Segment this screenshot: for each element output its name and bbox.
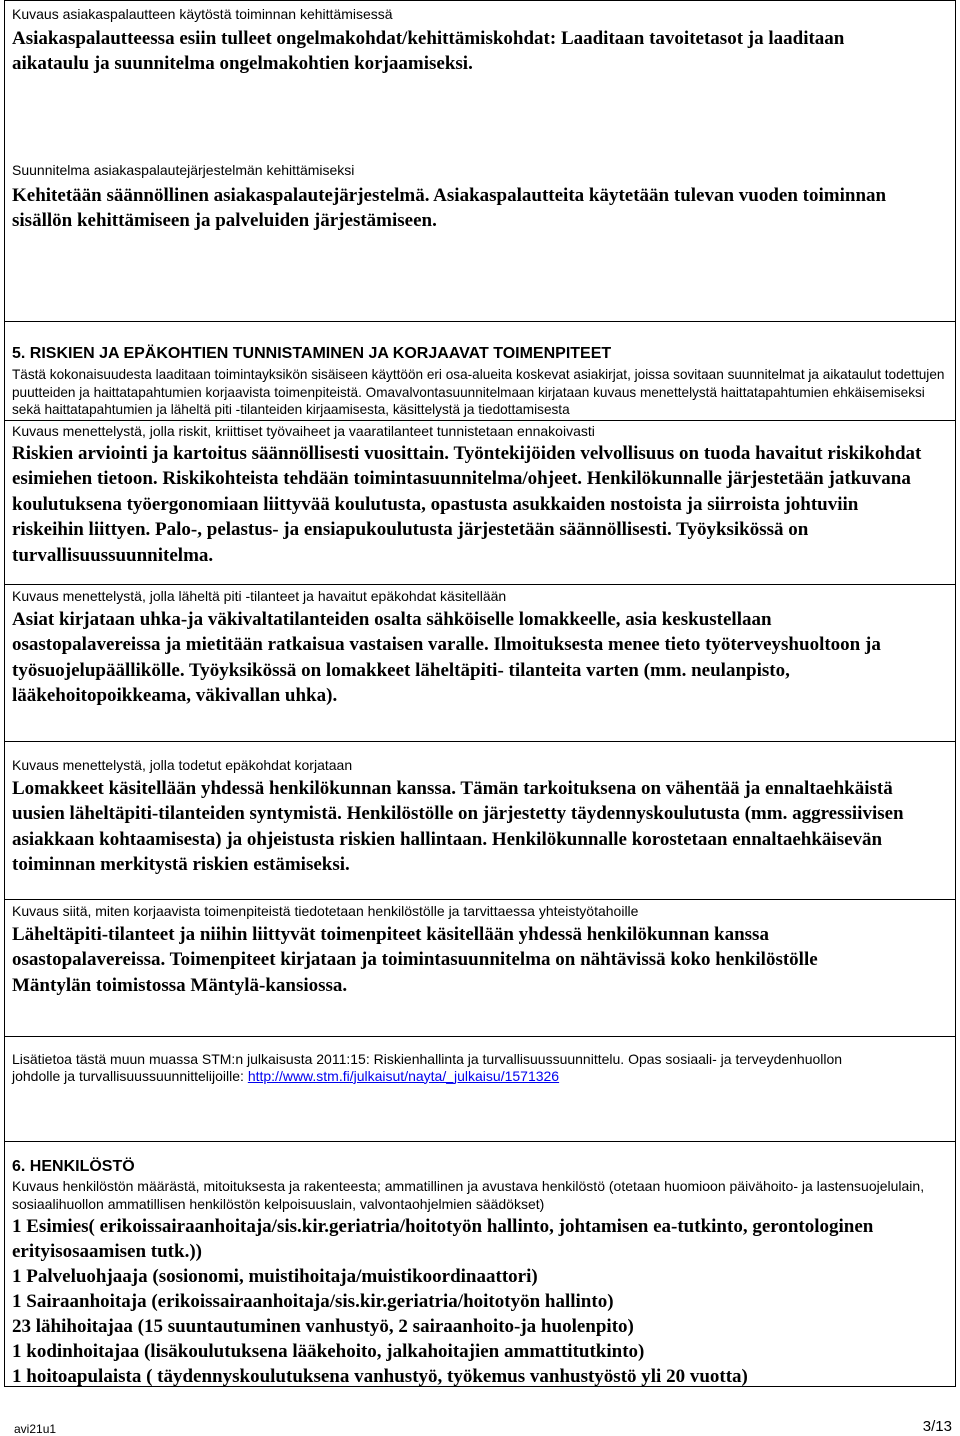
corrected-text: Lomakkeet käsitellään yhdessä henkilökunnan kanssa. Tämän tarkoituksena on vähentää ja ennaltaehkäistä uusien läheltäpiti-tilanteiden syntymistä. Henkilöstölle on järjestetty täydennyskoulutusta (mm. aggressiivisen asiakkaan kohtaamisesta) ja ohjeistusta riskien hallintaan. Henkilökunnalle korostetaan ennaltaehkäisevän toiminnan merkitystä riskien estämiseksi. bbox=[12, 777, 904, 875]
feedback-box bbox=[4, 0, 956, 322]
inform-block bbox=[5, 899, 955, 1036]
risks-text: Riskien arviointi ja kartoitus säännöllisesti vuosittain. Työntekijöiden velvollisuus on tuoda havaitut riskikohdat esimiehen tietoon. Riskikohteista tehdään toimintasuunnitelma/ohjeet. Henkilökunnalle järjestetään jatkuvana koulutuksena työergonomiaan liittyvää koulutusta, opastusta asukkaiden nostoista ja siirroista johtuviin riskeihin liittyen. Palo-, pelastus- ja ensiapukoulutusta järjestetään säännöllisesti. Työyksikössä on turvallisuussuunnitelma. bbox=[12, 442, 922, 566]
staff-line: 23 lähihoitajaa (15 suuntautuminen vanhustyö, 2 sairaanhoito-ja huolenpito) bbox=[12, 1316, 634, 1337]
risks-block bbox=[5, 420, 955, 584]
staff-lines bbox=[5, 1213, 898, 1389]
info-text bbox=[5, 1037, 898, 1085]
inform-text: Läheltäpiti-tilanteet ja niihin liittyvät toimenpiteet käsitellään yhdessä henkilökunnan kanssa osastopalavereissa. Toimenpiteet kirjataan ja toimintasuunnitelma on nähtävissä koko henkilöstölle Mäntylän toimistossa Mäntylä-kansiossa. bbox=[12, 923, 818, 996]
plan-label: Suunnitelma asiakaspalautejärjestelmän kehittämiseksi bbox=[12, 162, 355, 178]
corrected-block bbox=[5, 741, 955, 899]
staff-line: 1 Esimies( erikoissairaanhoitaja/sis.kir.geriatria/hoitotyön hallinto, johtamisen ea-tutkinto, gerontologinen erityisosaamisen tutk.)) bbox=[12, 1216, 874, 1262]
section6-heading: 6. HENKILÖSTÖ bbox=[12, 1158, 135, 1175]
info-text-body: Lisätietoa tästä muun muassa STM:n julkaisusta 2011:15: Riskienhallinta ja turvallisuussuunnittelu. Opas sosiaali- ja terveydenhuollon johdolle ja turvallisuussuunnittelijoille: bbox=[12, 1050, 843, 1084]
staff-line: 1 Palveluohjaaja (sosionomi, muistihoitaja/muistikoordinaattori) bbox=[12, 1266, 538, 1287]
staff-line: 1 Sairaanhoitaja (erikoissairaanhoitaja/sis.kir.geriatria/hoitotyön hallinto) bbox=[12, 1291, 614, 1312]
nearmiss-label: Kuvaus menettelystä, jolla läheltä piti -tilanteet ja havaitut epäkohdat käsitellään bbox=[12, 587, 507, 604]
section6-box bbox=[4, 1142, 956, 1387]
nearmiss-block bbox=[5, 584, 955, 741]
section5-box bbox=[4, 322, 956, 1142]
staff-line: 1 hoitoapulaista ( täydennyskoulutuksena vanhustyö, työkemus vanhustyöstö yli 20 vuotta) bbox=[12, 1366, 748, 1387]
corrected-label: Kuvaus menettelystä, jolla todetut epäkohdat korjataan bbox=[12, 756, 353, 773]
staff-line: 1 kodinhoitajaa (lisäkoulutuksena lääkehoito, jalkahoitajien ammattitutkinto) bbox=[12, 1341, 645, 1362]
section5-intro: Tästä kokonaisuudesta laaditaan toimintayksikön sisäiseen käyttöön eri osa-alueita koskevat asiakirjat, joissa sovitaan suunnitelmat ja aikataulut todettujen puutteiden ja haittatapahtumien korjaavista toimenpiteistä. Omavalvontasuunnitelmaan kirjataan kuvaus menettelystä haittatapahtumien ehkäisemiseksi sekä haittatapahtumien ja läheltä piti -tilanteiden kirjaamisesta, käsittelystä ja tiedottamisesta bbox=[12, 367, 945, 417]
info-block bbox=[5, 1036, 955, 1085]
page-number: 3/13 bbox=[922, 1418, 952, 1435]
staff-label: Kuvaus henkilöstön määrästä, mitoituksesta ja rakenteesta; ammatillinen ja avustava henkilöstö (otetaan huomioon päivähoito- ja lastensuojelulain, sosiaalihuollon ammatillisen henkilöstön kelpoisuuslain, valvontaohjelmien säädökset) bbox=[12, 1178, 925, 1212]
inform-label: Kuvaus siitä, miten korjaavista toimenpiteistä tiedotetaan henkilöstölle ja tarvittaessa yhteistyötahoille bbox=[12, 902, 639, 919]
usage-text: Asiakaspalautteessa esiin tulleet ongelmakohdat/kehittämiskohdat: Laaditaan tavoitetasot ja laaditaan aikataulu ja suunnitelma ongelmakohtien korjaamiseksi. bbox=[12, 28, 845, 74]
plan-text: Kehitetään säännöllinen asiakaspalautejärjestelmä. Asiakaspalautteita käytetään tulevan vuoden toiminnan sisällön kehittämiseen ja palveluiden järjestämiseen. bbox=[12, 185, 887, 231]
document-id: avi21u1 bbox=[14, 1422, 57, 1436]
nearmiss-text: Asiat kirjataan uhka-ja väkivaltatilanteiden osalta sähköiselle lomakkeelle, asia keskustellaan osastopalavereissa ja mietitään ratkaisua vastaisen varalle. Ilmoituksesta menee tieto työterveyshuoltoon ja työsuojelupäällikölle. Työyksikössä on lomakkeet läheltäpiti- tilanteita varten (mm. neulanpisto, lääkehoitopoikkeama, väkivallan uhka). bbox=[12, 608, 881, 706]
stm-publication-link[interactable]: http://www.stm.fi/julkaisut/nayta/_julkaisu/1571326 bbox=[247, 1067, 560, 1084]
section5-heading: 5. RISKIEN JA EPÄKOHTIEN TUNNISTAMINEN JA KORJAAVAT TOIMENPITEET bbox=[12, 345, 612, 362]
usage-label: Kuvaus asiakaspalautteen käytöstä toiminnan kehittämisessä bbox=[12, 6, 393, 22]
risks-label: Kuvaus menettelystä, jolla riskit, kriittiset työvaiheet ja vaaratilanteet tunnistetaan ennakoivasti bbox=[12, 422, 595, 439]
